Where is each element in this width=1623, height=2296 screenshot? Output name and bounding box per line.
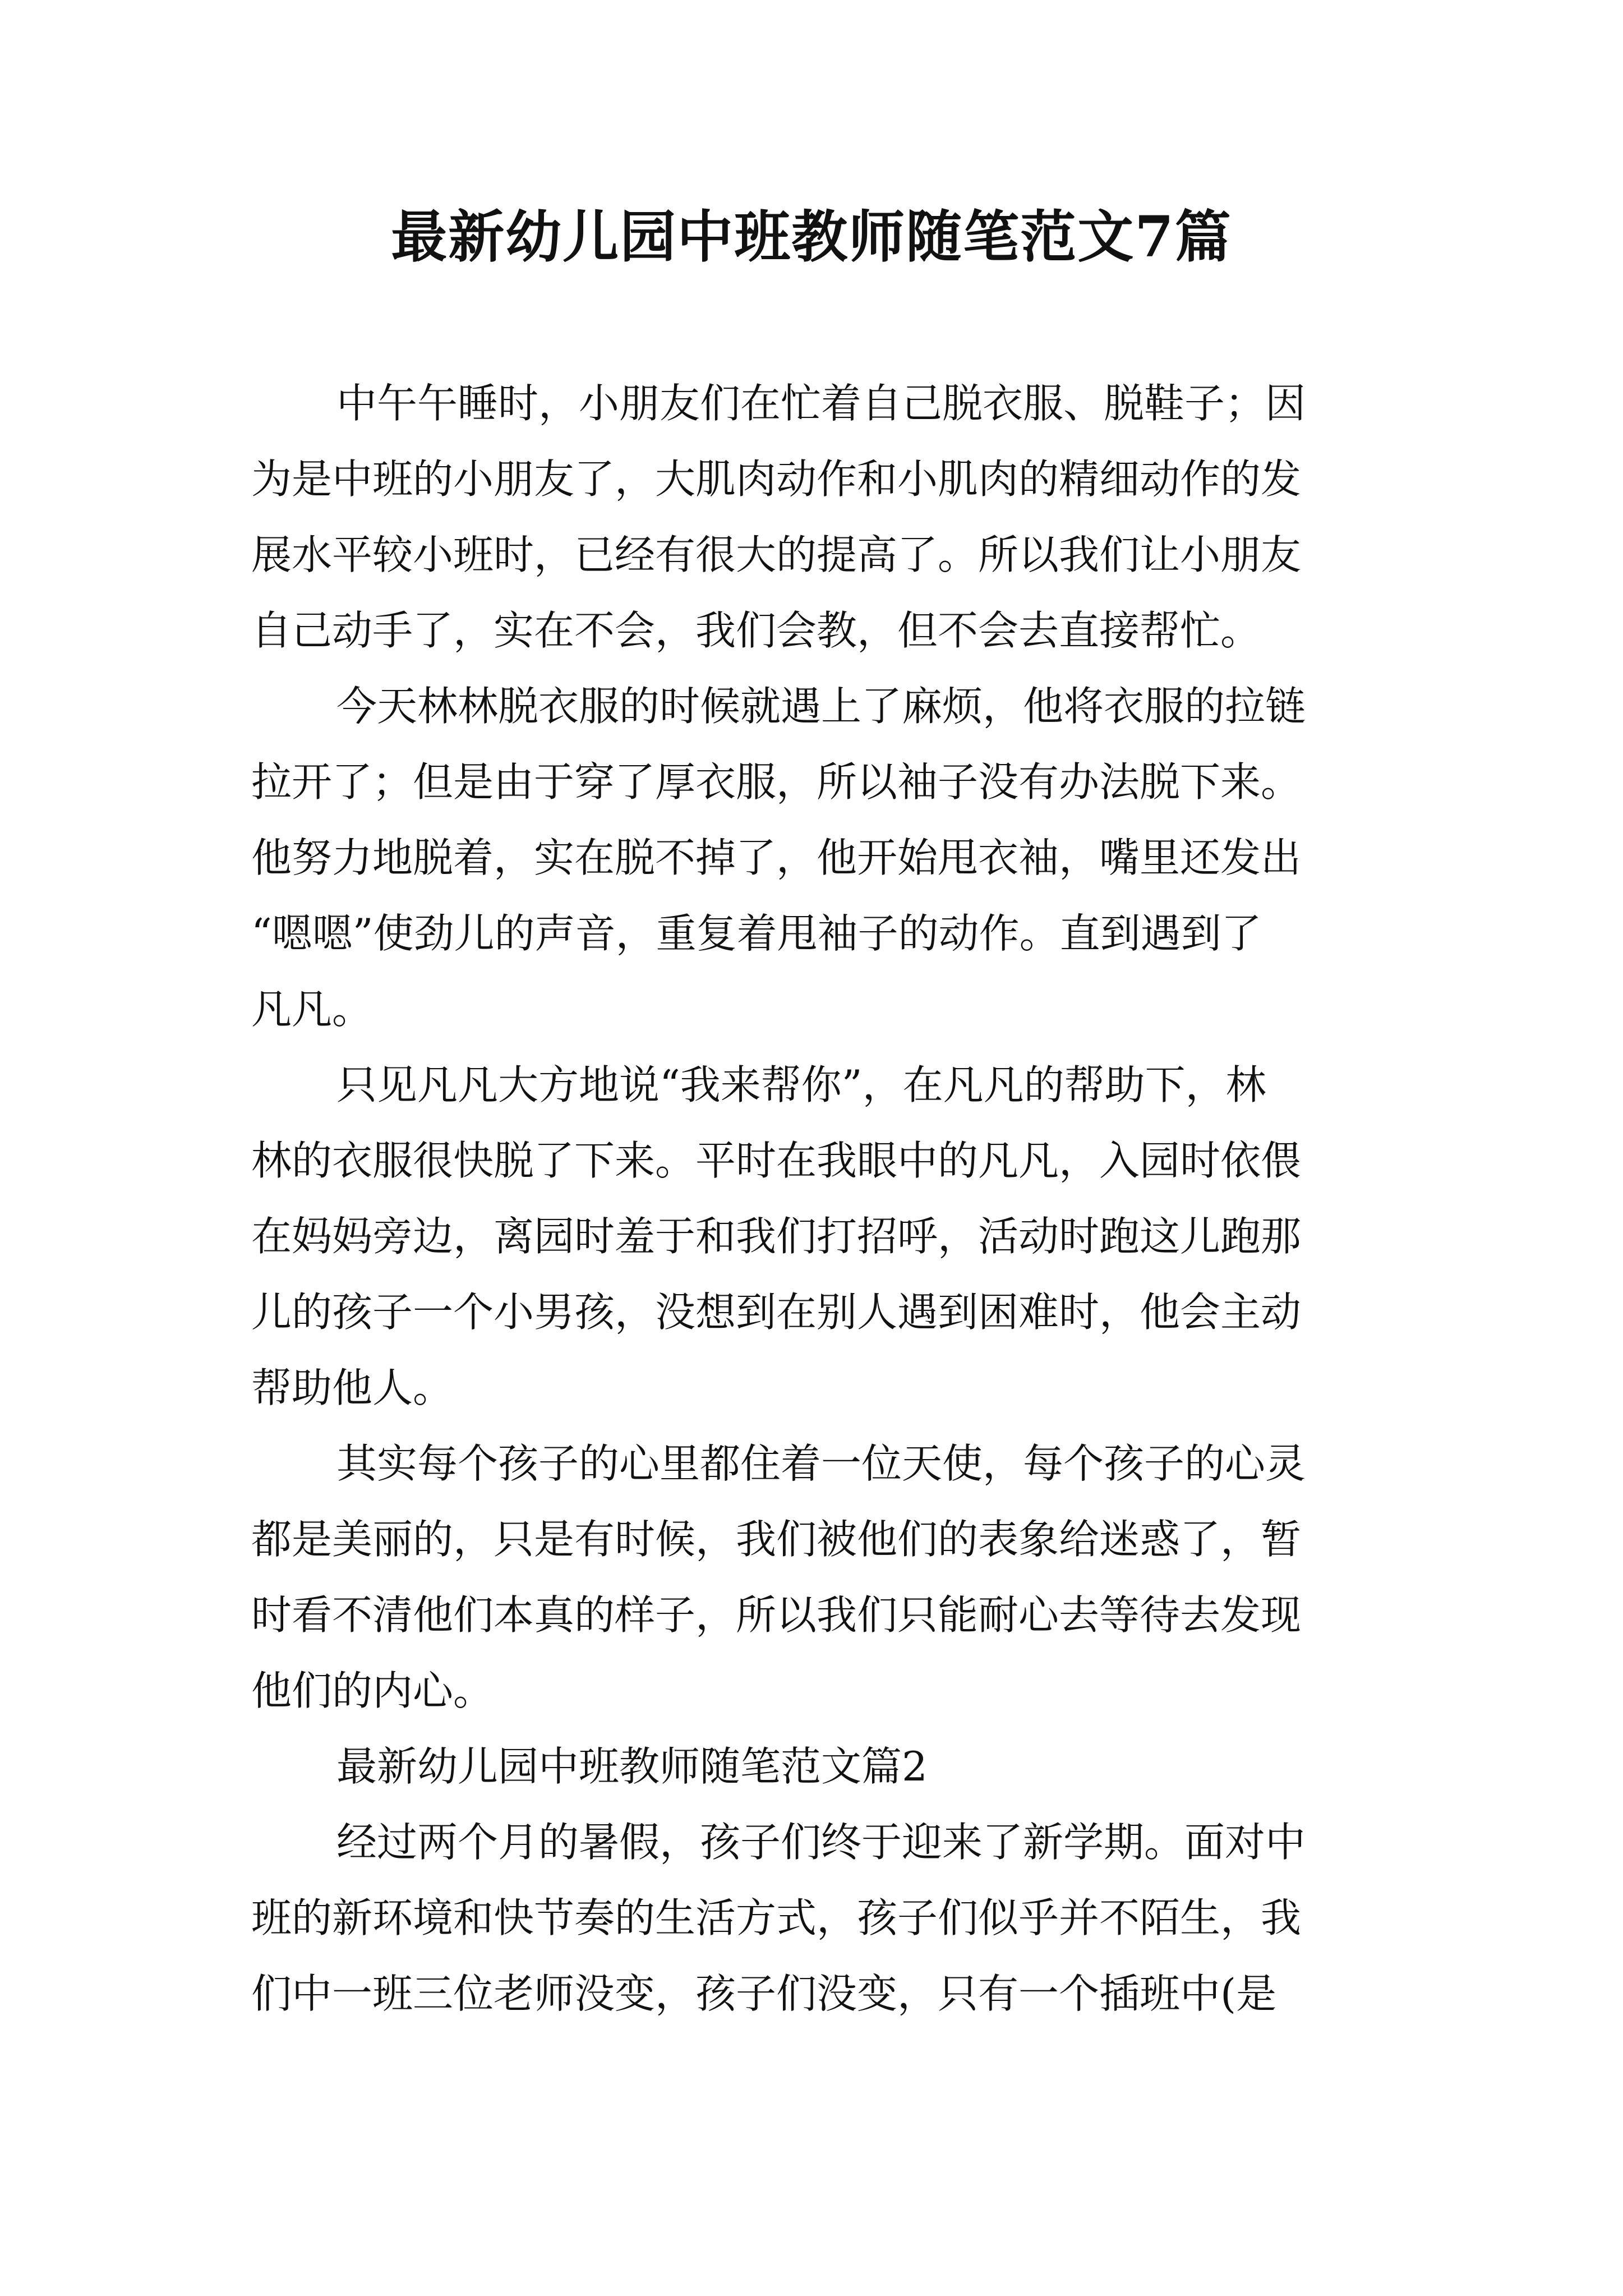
- paragraph-4: [251, 1426, 1407, 1729]
- text-line: 帮助他人。: [251, 1364, 454, 1411]
- text-line: 中午午睡时，小朋友们在忙着自己脱衣服、脱鞋子；因: [336, 380, 1306, 427]
- text-line: 他们的内心。: [251, 1667, 494, 1714]
- text-line: 林的衣服很快脱了下来。平时在我眼中的凡凡，入园时依偎: [251, 1137, 1302, 1184]
- document-body: [251, 366, 1407, 2032]
- text-line: 在妈妈旁边，离园时羞于和我们打招呼，活动时跑这儿跑那: [251, 1213, 1302, 1260]
- text-line: “嗯嗯”使劲儿的声音，重复着甩袖子的动作。直到遇到了: [251, 910, 1262, 957]
- document-title: 最新幼儿园中班教师随笔范文7篇: [391, 204, 1232, 270]
- text-line: 儿的孩子一个小男孩，没想到在别人遇到困难时，他会主动: [251, 1289, 1302, 1336]
- text-line: 都是美丽的，只是有时候，我们被他们的表象给迷惑了，暂: [251, 1516, 1302, 1563]
- text-line: 他努力地脱着，实在脱不掉了，他开始甩衣袖，嘴里还发出: [251, 834, 1302, 881]
- paragraph-5: [251, 1805, 1407, 2032]
- text-line: 为是中班的小朋友了，大肌肉动作和小肌肉的精细动作的发: [251, 455, 1302, 503]
- section-heading: [251, 1729, 1407, 1805]
- text-line: 展水平较小班时，已经有很大的提高了。所以我们让小朋友: [251, 531, 1302, 578]
- text-line: 其实每个孩子的心里都住着一位天使，每个孩子的心灵: [336, 1440, 1306, 1487]
- text-line: 今天林林脱衣服的时候就遇上了麻烦，他将衣服的拉链: [336, 683, 1306, 730]
- text-line: 拉开了；但是由于穿了厚衣服，所以袖子没有办法脱下来。: [251, 758, 1302, 806]
- paragraph-1: [251, 366, 1407, 669]
- paragraph-2: [251, 669, 1407, 1047]
- text-line: 经过两个月的暑假，孩子们终于迎来了新学期。面对中: [336, 1819, 1306, 1866]
- text-line: 时看不清他们本真的样子，所以我们只能耐心去等待去发现: [251, 1591, 1302, 1639]
- text-line: 只见凡凡大方地说“我来帮你”，在凡凡的帮助下，林: [336, 1061, 1266, 1108]
- text-line: 凡凡。: [251, 986, 373, 1033]
- text-line: 班的新环境和快节奏的生活方式，孩子们似乎并不陌生，我: [251, 1894, 1302, 1941]
- text-line: 自己动手了，实在不会，我们会教，但不会去直接帮忙。: [251, 607, 1261, 654]
- text-line: 们中一班三位老师没变，孩子们没变，只有一个插班中(是: [251, 1970, 1277, 2017]
- text-line: 最新幼儿园中班教师随笔范文篇2: [336, 1743, 928, 1790]
- paragraph-3: [251, 1047, 1407, 1426]
